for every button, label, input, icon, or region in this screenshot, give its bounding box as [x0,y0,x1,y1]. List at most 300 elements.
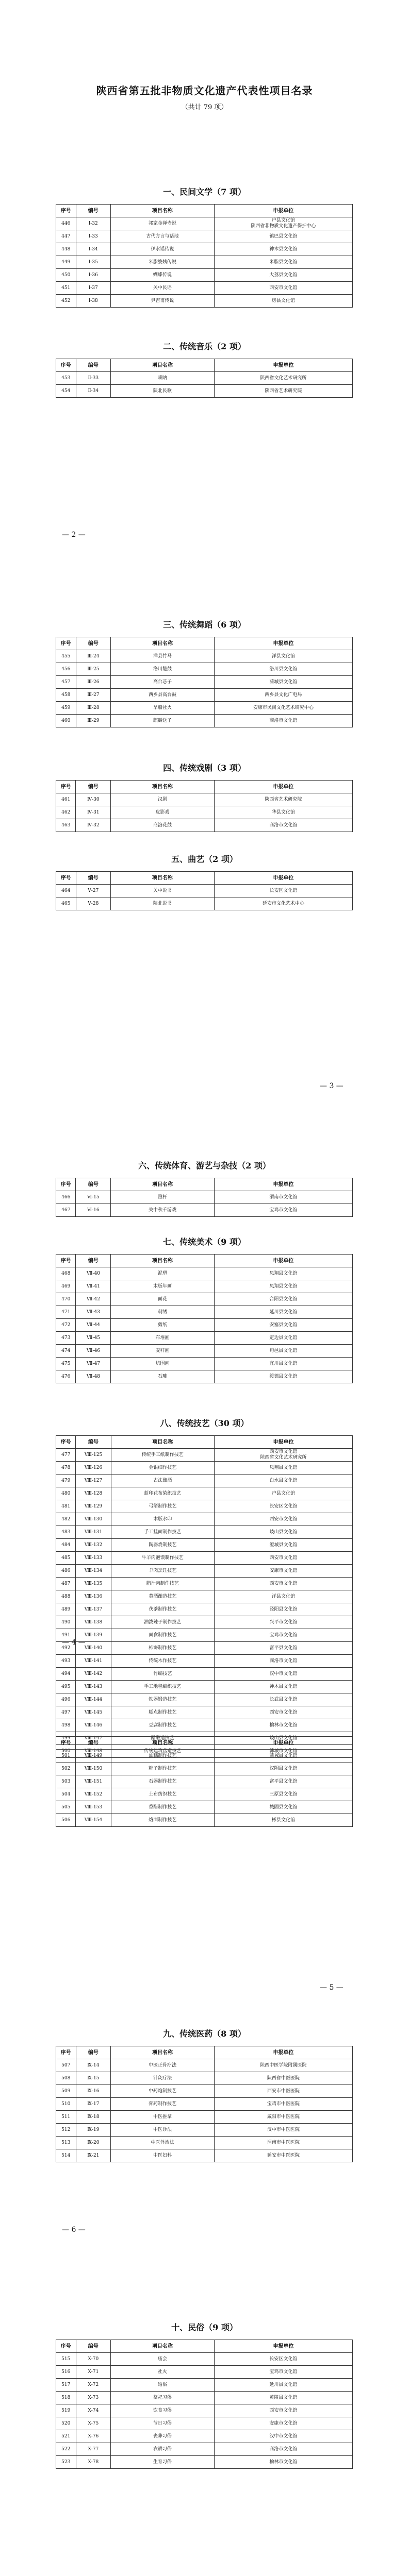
table-cell: 安塞县文化馆 [214,1319,352,1332]
table-row [56,230,353,243]
table-cell: Ⅸ-17 [76,2098,111,2111]
table-cell: Ⅹ-74 [76,2404,111,2417]
table-header-cell: 申报单位 [214,2340,352,2353]
table-cell: Ⅷ-152 [76,1788,111,1801]
table-cell: 唢呐 [111,372,215,385]
table-cell: Ⅶ-48 [76,1370,111,1383]
table-cell: 延安市中医医院 [214,2149,352,2162]
table-cell: 陶器烧制技艺 [111,1539,214,1552]
table-row [56,1475,353,1487]
table-cell: 糕点制作技艺 [111,1706,214,1719]
section-title: 六、传统体育、游艺与杂技（2 项） [138,1161,271,1171]
table-cell: 503 [56,1775,76,1788]
table-row [56,1500,353,1513]
table-cell: 521 [56,2430,76,2443]
table-cell: 节日习俗 [111,2417,215,2430]
table-cell: 西安市文化馆 [214,1513,352,1526]
table-row [56,2098,353,2111]
table-cell: 504 [56,1788,76,1801]
table-cell: 483 [56,1526,76,1539]
table-cell: 凤翔县文化馆 [214,1280,352,1293]
table-cell: 508 [56,2072,76,2085]
table-cell: 498 [56,1719,76,1732]
table-cell: 456 [56,663,76,676]
table-cell: Ⅷ-138 [76,1616,111,1629]
table-cell: Ⅸ-18 [76,2111,111,2124]
table-header-cell: 编号 [76,1255,111,1267]
table-cell: 495 [56,1681,76,1693]
table-cell: Ⅹ-76 [76,2430,111,2443]
table-header-cell: 项目名称 [111,1178,215,1191]
table-cell: 麒麟送子 [111,715,215,727]
table-cell: 长安区文化馆 [214,885,352,897]
table-cell: 455 [56,650,76,663]
table-cell: 515 [56,2353,76,2366]
table-header-cell: 编号 [76,2046,111,2059]
table-cell: Ⅳ-31 [76,806,111,819]
table-row [56,1358,353,1370]
table-cell: 468 [56,1267,76,1280]
table-row [56,650,353,663]
table-cell: 西安市文化馆 [214,1552,352,1565]
page-number: — 5 — [320,1984,343,1992]
table-cell: 竹编技艺 [111,1668,214,1681]
table-cell: 城固县文化馆 [214,1801,352,1814]
table-row [56,1306,353,1319]
table-cell: Ⅸ-20 [76,2137,111,2149]
table-cell: 旬邑县文化馆 [214,1345,352,1358]
table-row [56,2149,353,2162]
table-cell: 岐山县文化馆 [214,1526,352,1539]
table-header-row [56,1178,353,1191]
table-cell: 514 [56,2149,76,2162]
table-row [56,1319,353,1332]
table-header-cell: 申报单位 [214,205,352,217]
table-cell: 459 [56,702,76,715]
table-cell: 华县文化馆 [214,806,352,819]
section-table [56,1254,353,1383]
table-header-row [56,1737,353,1750]
table-header-cell: 编号 [76,1436,111,1449]
table-header-row [56,781,353,793]
table-cell: 494 [56,1668,76,1681]
table-cell: 炕围画 [111,1358,215,1370]
table-cell: 膏药制作技艺 [111,2098,215,2111]
table-cell: 蒲城县文化馆 [214,676,352,689]
table-cell: 商洛市文化馆 [214,819,352,832]
table-cell: 460 [56,715,76,727]
table-header-cell: 序号 [56,2046,76,2059]
table-header-cell: 项目名称 [111,1436,214,1449]
table-cell: 麦秆画 [111,1345,215,1358]
table-cell: 464 [56,885,76,897]
table-header-cell: 项目名称 [111,359,215,372]
table-header-cell: 序号 [56,1737,76,1750]
table-cell: 伊水谣传说 [111,243,215,256]
table-cell: 石雕 [111,1370,215,1383]
table-cell: Ⅷ-132 [76,1539,111,1552]
table-cell: Ⅹ-77 [76,2443,111,2456]
table-cell: 中药炮制技艺 [111,2085,215,2098]
table-cell: 501 [56,1750,76,1762]
section-table [56,204,353,308]
table-cell: 472 [56,1319,76,1332]
table-cell: 448 [56,243,76,256]
table-header-cell: 编号 [76,872,111,885]
table-row [56,1590,353,1603]
table-cell: 豆腐制作技艺 [111,1719,214,1732]
table-row [56,2059,353,2072]
table-cell: 中医推拿 [111,2111,215,2124]
table-cell: 旱船社火 [111,702,215,715]
table-row [56,385,353,398]
table-row [56,663,353,676]
table-cell: 面花 [111,1293,215,1306]
page-number: — 2 — [62,531,86,539]
table-cell: Ⅷ-130 [76,1513,111,1526]
table-cell: Ⅲ-29 [76,715,111,727]
table-cell: 汉中市文化馆 [214,2430,352,2443]
table-row [56,2392,353,2404]
table-row [56,1655,353,1668]
table-cell: 尹吉甫传说 [111,295,215,308]
table-cell: Ⅷ-142 [76,1668,111,1681]
table-cell: 手工挂面制作技艺 [111,1526,214,1539]
table-row [56,2366,353,2379]
table-row [56,1487,353,1500]
table-header-cell: 申报单位 [214,637,352,650]
table-header-row [56,205,353,217]
table-cell: 517 [56,2379,76,2392]
table-cell: 合阳县文化馆 [214,1293,352,1306]
section-table [56,637,353,727]
table-cell: 土布纺织技艺 [111,1788,214,1801]
table-cell: 房县文化馆 [214,295,352,308]
table-cell: 陕西省艺术研究院 [214,793,352,806]
table-cell: 丧葬习俗 [111,2430,215,2443]
table-cell: Ⅹ-75 [76,2417,111,2430]
table-cell: 渭南市中医医院 [214,2137,352,2149]
table-cell: 511 [56,2111,76,2124]
table-cell: Ⅶ-41 [76,1280,111,1293]
table-cell: 蒲城县文化馆 [214,1750,352,1762]
table-cell: Ⅷ-139 [76,1629,111,1642]
table-cell: 467 [56,1204,76,1217]
table-cell: 古代方言与话地 [111,230,215,243]
table-cell: 中医诊法 [111,2124,215,2137]
table-cell: Ⅵ-16 [76,1204,111,1217]
table-row [56,2404,353,2417]
table-cell: 延安市文化艺术中心 [214,897,352,910]
table-cell: 富平县文化馆 [214,1642,352,1655]
table-row [56,1565,353,1578]
table-cell: 汉剧 [111,793,215,806]
table-cell: Ⅶ-44 [76,1319,111,1332]
table-cell: 451 [56,282,76,295]
table-header-row [56,2046,353,2059]
table-cell: Ⅷ-148 [76,1745,111,1758]
table-cell: 生育习俗 [111,2456,215,2469]
table-cell: 商洛市文化馆 [214,1655,352,1668]
section-title: 八、传统技艺（30 项） [160,1418,249,1428]
table-cell: 520 [56,2417,76,2430]
table-header-cell: 项目名称 [111,2340,215,2353]
table-row [56,1204,353,1217]
table-row [56,1526,353,1539]
table-header-cell: 项目名称 [111,205,215,217]
table-cell: 牛羊肉泡馍制作技艺 [111,1552,214,1565]
table-cell: Ⅶ-43 [76,1306,111,1319]
section-table [56,1736,353,1827]
table-row [56,1775,353,1788]
table-cell: Ⅰ-38 [76,295,111,308]
table-cell: 蝴蝶传说 [111,269,215,282]
table-row [56,2111,353,2124]
table-cell: 延川县文化馆 [214,1306,352,1319]
table-cell: 458 [56,689,76,702]
table-cell: 474 [56,1345,76,1358]
table-cell: 长武县文化馆 [214,1693,352,1706]
table-cell: Ⅲ-27 [76,689,111,702]
table-row [56,2085,353,2098]
table-header-cell: 编号 [76,781,111,793]
table-cell: 汉中市文化馆 [214,1668,352,1681]
table-cell: Ⅷ-125 [76,1449,111,1462]
table-cell: 油糕制作技艺 [111,1750,214,1762]
table-header-row [56,872,353,885]
table-row [56,1293,353,1306]
table-row [56,1462,353,1475]
table-cell: 定边县文化馆 [214,1332,352,1345]
table-row [56,1345,353,1358]
table-cell: Ⅷ-145 [76,1706,111,1719]
table-cell: 祭祀习俗 [111,2392,215,2404]
table-header-cell: 项目名称 [111,1737,214,1750]
table-cell: 针灸疗法 [111,2072,215,2085]
table-row [56,1681,353,1693]
table-cell: 493 [56,1655,76,1668]
table-cell: 497 [56,1706,76,1719]
table-row [56,2430,353,2443]
table-row [56,1762,353,1775]
table-cell: 醋酿造技艺 [111,1732,214,1745]
table-row [56,2417,353,2430]
table-row [56,1539,353,1552]
table-cell: 488 [56,1590,76,1603]
table-cell: Ⅴ-27 [76,885,111,897]
document-subtitle: （共计 79 项） [181,104,228,111]
table-cell: 凤翔县文化馆 [214,1267,352,1280]
table-cell: 523 [56,2456,76,2469]
table-cell: 陕西省中医医院 [214,2072,352,2085]
table-cell: 油泼辣子制作技艺 [111,1616,214,1629]
table-cell: 449 [56,256,76,269]
table-cell: 470 [56,1293,76,1306]
table-cell: 安康市文化馆 [214,2417,352,2430]
table-cell: 486 [56,1565,76,1578]
table-cell: Ⅱ-33 [76,372,111,385]
table-row [56,217,353,230]
table-header-cell: 序号 [56,359,76,372]
table-row [56,1603,353,1616]
table-cell: 韩城市文化馆 [214,1745,352,1758]
table-cell: Ⅷ-149 [76,1750,111,1762]
table-header-cell: 申报单位 [214,1255,352,1267]
table-cell: 饮食习俗 [111,2404,215,2417]
table-cell: 453 [56,372,76,385]
table-cell: 490 [56,1616,76,1629]
table-header-cell: 编号 [76,1178,111,1191]
section-title: 七、传统美术（9 项） [163,1237,246,1247]
table-cell: 446 [56,217,76,230]
table-cell: Ⅵ-15 [76,1191,111,1204]
table-cell: 镇巴县文化馆 [214,230,352,243]
table-row [56,2124,353,2137]
table-row [56,689,353,702]
table-cell: 咸阳市中医医院 [214,2111,352,2124]
table-header-cell: 申报单位 [214,1436,352,1449]
table-cell: 石器制作技艺 [111,1775,214,1788]
table-cell: 延川县文化馆 [214,2379,352,2392]
table-header-row [56,1255,353,1267]
table-cell: Ⅹ-73 [76,2392,111,2404]
table-cell: 兴平市文化馆 [214,1616,352,1629]
table-row [56,1616,353,1629]
table-cell: 黄陵县文化馆 [214,2392,352,2404]
table-header-cell: 项目名称 [111,1255,215,1267]
table-cell: Ⅷ-137 [76,1603,111,1616]
table-cell: 古法酿酒 [111,1475,214,1487]
table-cell: 452 [56,295,76,308]
table-cell: 宝鸡市文化馆 [214,1204,352,1217]
table-cell: 关中说书 [111,885,215,897]
table-cell: Ⅷ-140 [76,1642,111,1655]
table-row [56,702,353,715]
table-cell: 神木县文化馆 [214,1681,352,1693]
table-cell: Ⅳ-30 [76,793,111,806]
table-cell: 476 [56,1370,76,1383]
table-row [56,269,353,282]
table-cell: 长安区文化馆 [214,2353,352,2366]
table-header-cell: 项目名称 [111,2046,215,2059]
table-cell: 手工地毯编织技艺 [111,1681,214,1693]
table-cell: 512 [56,2124,76,2137]
table-cell: Ⅲ-28 [76,702,111,715]
table-cell: 剪纸 [111,1319,215,1332]
table-cell: 505 [56,1801,76,1814]
table-header-cell: 序号 [56,781,76,793]
table-cell: Ⅷ-141 [76,1655,111,1668]
table-cell: 480 [56,1487,76,1500]
table-cell: 洋县竹马 [111,650,215,663]
table-cell: 477 [56,1449,76,1462]
table-cell: Ⅲ-24 [76,650,111,663]
table-row [56,282,353,295]
table-cell: Ⅷ-150 [76,1762,111,1775]
section-table [56,780,353,832]
table-row [56,885,353,897]
table-header-row [56,1436,353,1449]
table-cell: 洛川县文化馆 [214,663,352,676]
table-cell: Ⅷ-131 [76,1526,111,1539]
table-cell: 凤翔县文化馆 [214,1462,352,1475]
table-header-cell: 序号 [56,1178,76,1191]
page-number: — 4 — [62,1638,86,1647]
table-cell: 西安市中医医院 [214,2085,352,2098]
table-header-cell: 编号 [76,359,111,372]
table-cell: Ⅷ-151 [76,1775,111,1788]
table-cell: 蓝印花布染织技艺 [111,1487,214,1500]
table-cell: 478 [56,1462,76,1475]
table-cell: 米脂县文化馆 [214,256,352,269]
table-cell: 绥德县文化馆 [214,1370,352,1383]
title-block [0,82,409,111]
table-header-cell: 编号 [76,2340,111,2353]
table-row [56,243,353,256]
table-cell: 户县文化馆 陕西省非物质文化遗产保护中心 [214,217,352,230]
table-cell: 蹬杆 [111,1191,215,1204]
table-cell: Ⅶ-45 [76,1332,111,1345]
table-cell: 洛川蹩鼓 [111,663,215,676]
table-row [56,1693,353,1706]
table-cell: 汉中市中医医院 [214,2124,352,2137]
table-cell: 496 [56,1693,76,1706]
table-cell: 洋县文化馆 [214,650,352,663]
table-header-row [56,359,353,372]
table-header-cell: 申报单位 [214,1737,352,1750]
table-cell: 465 [56,897,76,910]
table-cell: Ⅰ-35 [76,256,111,269]
section-table [56,359,353,398]
table-cell: 陕西省文化艺术研究所 [214,372,352,385]
table-row [56,1191,353,1204]
table-cell: 中医妇科 [111,2149,215,2162]
table-row [56,2443,353,2456]
table-cell: 陕北民歌 [111,385,215,398]
table-cell: 510 [56,2098,76,2111]
table-cell: 484 [56,1539,76,1552]
table-cell: Ⅷ-154 [76,1814,111,1827]
table-cell: 507 [56,2059,76,2072]
table-header-cell: 序号 [56,872,76,885]
table-row [56,1719,353,1732]
table-cell: 450 [56,269,76,282]
table-row [56,2456,353,2469]
table-row [56,2072,353,2085]
table-cell: 西安市文化馆 [214,1578,352,1590]
table-cell: 三原县文化馆 [214,1788,352,1801]
table-cell: Ⅸ-15 [76,2072,111,2085]
table-cell: 471 [56,1306,76,1319]
table-cell: 渭南市文化馆 [214,1191,352,1204]
table-header-cell: 序号 [56,637,76,650]
table-row [56,1552,353,1565]
table-row [56,1267,353,1280]
table-cell: 518 [56,2392,76,2404]
table-cell: Ⅹ-71 [76,2366,111,2379]
table-cell: 陕北说书 [111,897,215,910]
table-row [56,1513,353,1526]
table-cell: Ⅷ-126 [76,1462,111,1475]
table-cell: 陕西省艺术研究院 [214,385,352,398]
table-cell: Ⅸ-21 [76,2149,111,2162]
section-title: 九、传统医药（8 项） [163,2029,246,2039]
table-cell: Ⅹ-72 [76,2379,111,2392]
table-cell: 479 [56,1475,76,1487]
table-cell: 木版年画 [111,1280,215,1293]
table-cell: 布堆画 [111,1332,215,1345]
table-cell: 西安市文化馆 [214,1706,352,1719]
